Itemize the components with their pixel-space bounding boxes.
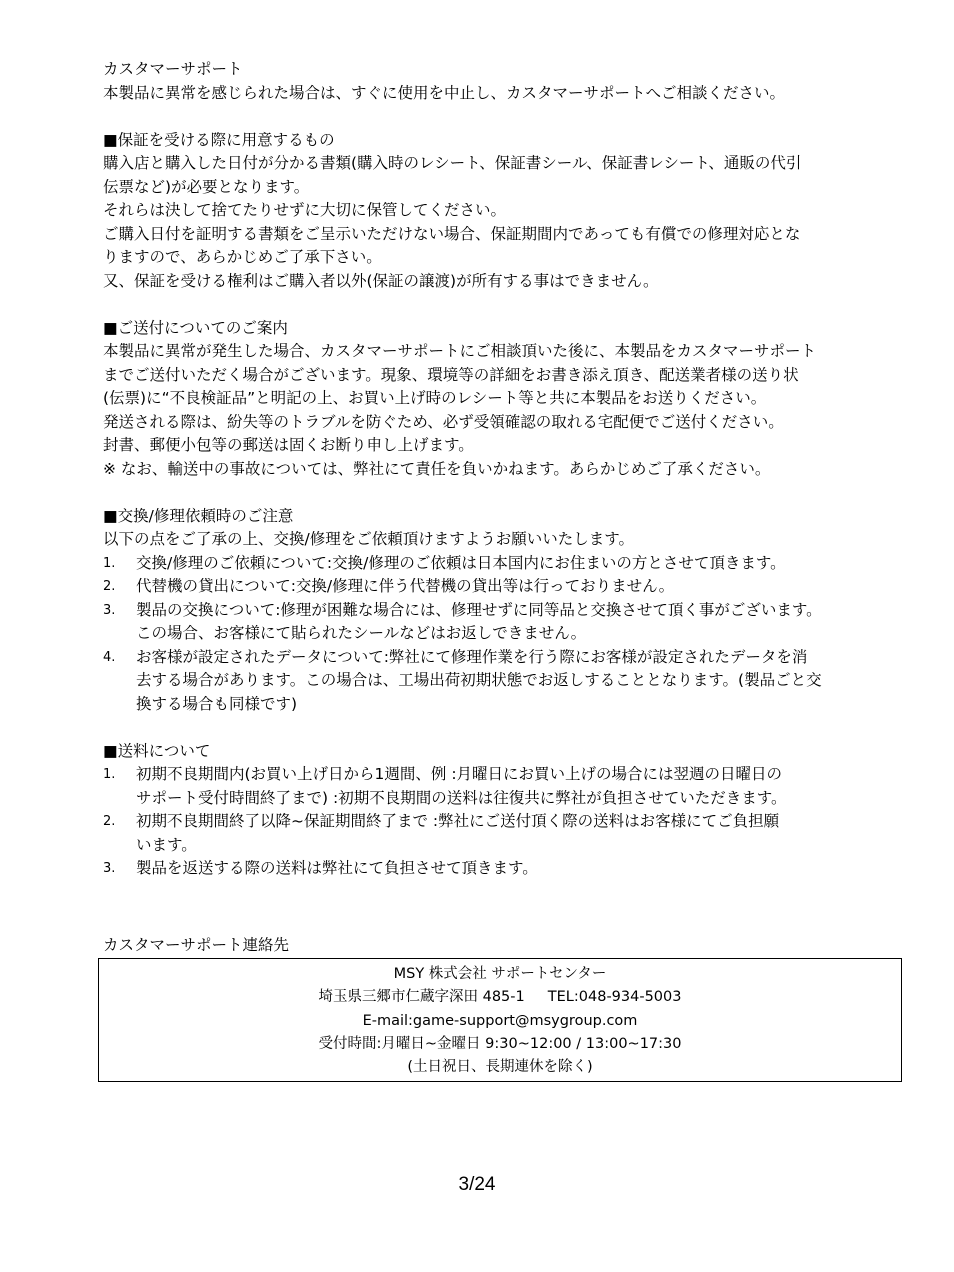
section-heading-fees: ■送料について [103,741,211,760]
section-heading-exchange: ■交換/修理依頼時のご注意 [103,506,294,525]
paragraph-line: (伝票)に“不良検証品”と明記の上、お買い上げ時のレシート等と共に本製品をお送りください。 [103,389,767,407]
document-body [103,58,903,881]
list-text: 初期不良期間内(お買い上げ日から1週間、例 :月曜日にお買い上げの場合には翌週の日曜日の [136,765,783,783]
list-item [103,763,903,787]
list-number: 3. [103,861,116,876]
list-item [103,552,903,576]
paragraph-line: ご購入日付を証明する書類をご呈示いただけない場合、保証期間内であっても有償での修理対応とな [103,224,801,243]
list-text: 製品を返送する際の送料は弊社にて負担させて頂きます。 [136,859,538,877]
paragraph-line: 発送される際は、紛失等のトラブルを防ぐため、必ず受領確認の取れる宅配便でご送付ください。 [103,412,784,431]
section-heading-warranty: ■保証を受ける際に用意するもの [103,130,335,149]
paragraph-line: ※ なお、輸送中の事故については、弊社にて責任を負いかねます。あらかじめご了承ください。 [103,459,771,478]
list-text-continued: サポート受付時間終了まで) :初期不良期間の送料は往復共に弊社が負担させていただきます。 [136,788,787,807]
list-item [103,810,903,834]
contact-label: カスタマーサポート連絡先 [103,936,290,954]
paragraph-line: それらは決して捨てたりせずに大切に保管してください。 [103,201,507,219]
list-item [103,646,903,670]
paragraph-line: りますので、あらかじめご了承下さい。 [103,248,382,266]
contact-closed-days: (土日祝日、長期連休を除く) [407,1059,593,1076]
contact-hours: 受付時間:月曜日~金曜日 9:30~12:00 / 13:00~17:30 [318,1035,682,1052]
list-text: 初期不良期間終了以降~保証期間終了まで :弊社にご送付頂く際の送料はお客様にてご負担願 [136,812,780,830]
list-text-continued: います。 [136,835,197,854]
list-text: 製品の交換について:修理が困難な場合には、修理せずに同等品と交換させて頂く事がございます。 [136,600,822,619]
page-number: 3/24 [458,1174,496,1195]
section-heading-shipping: ■ご送付についてのご案内 [103,318,288,337]
list-item [103,575,903,599]
list-text-continued: この場合、お客様にて貼られたシールなどはお返しできません。 [136,624,587,642]
list-number: 1. [103,555,116,571]
list-text: 交換/修理のご依頼について:交換/修理のご依頼は日本国内にお住まいの方とさせて頂きます。 [136,553,786,572]
list-text-continued: 去する場合があります。この場合は、工場出荷初期状態でお返しすることとなります。(製品ごと交 [136,671,822,689]
list-text: お客様が設定されたデータについて:弊社にて修理作業を行う際にお客様が設定されたデータを消 [136,647,808,666]
paragraph-line: 伝票など)が必要となります。 [103,177,310,196]
paragraph-line: 又、保証を受ける権利はご購入者以外(保証の譲渡)が所有する事はできません。 [103,271,659,290]
list-text: 代替機の貸出について:交換/修理に伴う代替機の貸出等は行っておりません。 [136,577,675,595]
contact-address: 埼玉県三郷市仁蔵字深田 485-1 TEL:048-934-5003 [318,989,682,1006]
list-number: 2. [103,814,116,829]
paragraph-line: 本製品に異常が発生した場合、カスタマーサポートにご相談頂いた後に、本製品をカスタマーサポート [103,342,817,360]
contact-email: E-mail:game-support@msygroup.com [362,1012,638,1029]
paragraph-line: 購入店と購入した日付が分かる書類(購入時のレシート、保証書シール、保証書レシート、通販の代引 [103,154,802,172]
exchange-intro: 以下の点をご了承の上、交換/修理をご依頼頂けますようお願いいたします。 [103,530,634,548]
list-item [103,599,903,623]
list-number: 2. [103,579,116,594]
intro-text: 本製品に異常を感じられた場合は、すぐに使用を中止し、カスタマーサポートへご相談ください。 [103,83,786,102]
list-number: 3. [103,602,116,618]
list-number: 1. [103,767,116,782]
list-number: 4. [103,649,116,665]
contact-company: MSY 株式会社 サポートセンター [393,966,607,982]
section-heading-customer-support: カスタマーサポート [103,60,243,78]
paragraph-line: 封書、郵便小包等の郵送は固くお断り申し上げます。 [103,436,474,454]
list-text-continued: 換する場合も同様です) [136,694,298,713]
contact-box [98,958,902,1082]
paragraph-line: までご送付いただく場合がございます。現象、環境等の詳細をお書き添え頂き、配送業者様の送り状 [103,365,799,384]
list-item [103,857,903,881]
